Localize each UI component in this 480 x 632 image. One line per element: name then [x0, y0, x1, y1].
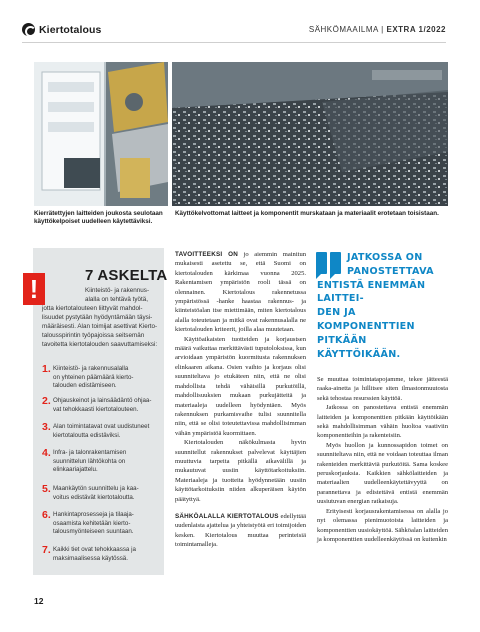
article-paragraph: Jatkossa on panostettava entistä enemmän laitteiden ja komponenttien pitkään käyttöikään sekä mahdollisimman vähäin huoltoa vaativiin komponentteihin ja rakenteisiin.: [317, 404, 448, 440]
intro-line: talousspirintin työpajoissa seitsemän: [42, 331, 145, 339]
article-paragraph: TAVOITTEEKSI ON jo aiemmin mainitun mukaisesti asetettu se, että Suomi on kiertotalouden kärkimaa vuonna 2025. Rakentamisen ympäristön rooli tässä on olennainen. Kiertotalous rakennetussa ympäristössä -hanke haastaa rakennus- ja kiinteistöalan itse miettimään, miten kiertotalous alalla toteutetaan ja mitkä ovat rakennusalalla ne kiertotalouden kriteerit, joilla alaa muutetaan.: [175, 251, 307, 334]
photo-caption-right: Käyttökelvottomat laitteet ja komponentit murskataan ja materiaalit erotetaan toisistaan.: [175, 210, 439, 217]
box-title: 7 ASKELTA: [85, 267, 168, 284]
photo-caption-left: Kierrätettyjen laitteiden joukosta seulotaan käyttökelpoiset uudelleen käytettäviksi.: [34, 210, 163, 226]
step-item: [42, 422, 160, 440]
lead-in: SÄHKÖALALLA KIERTOTALOUS: [175, 512, 279, 520]
article-paragraph: Kiertotalouden näkökulmasta hyvin suunnitellut rakennukset palvelevat käyttäjien muuttuvia tarpeita pitkällä aikavälillä ja mukautuvat uusiin käyttötarkoituksiin. Materiaaleja ja tuotteita hyödynnetään uusiin käyttötarkoituksiin niiden alkuperäisen käytön päätyttyä.: [175, 439, 306, 503]
step-number: 4.: [42, 447, 51, 459]
intro-line: Kiinteistö- ja rakennus-: [85, 287, 150, 294]
brand-name: Kiertotalous: [39, 23, 102, 36]
step-text: Hankintaprosessejа ja tilaaja- osaamista kehitetään kierto- talousmyönteiseen suuntaan.: [53, 511, 134, 536]
step-text: Kaikki tiet ovat tehokkaassa ja maksimaalisessa käytössä.: [53, 546, 136, 562]
lead-in: TAVOITTEEKSI ON: [175, 251, 239, 258]
step-item: [42, 484, 160, 502]
article-paragraph: Käyttöaikaisten tuotteiden ja korjaustsen määrä vaikuttaa merkittävästi tuputoloksissa, kun arvioidaan ympäristön kuormitusta rakennuksen elinkaaren aikana. Osien vaihto ja korjaus olisi suunniteltava jo etukäteen niin, että ne olisi mahdollista tehdä vähäisillä purkutöillä, mahdollisuuksien mukaan purkujätteitä ja materiaaleja uudelleen hyödyntäen. Myös rakennuksen purkamisvaihe tulisi suunnitella niin, että se olisi toteutettavissa mahdollisimman vähän ympäristöä kuormittaen.: [175, 335, 306, 437]
page-number: 12: [34, 596, 44, 606]
step-number: 6.: [42, 509, 51, 521]
step-item: [42, 448, 160, 475]
step-number: 3.: [42, 421, 51, 433]
photo-crushed-material: [172, 62, 448, 206]
article-paragraph: SÄHKÖALALLA KIERTOTALOUS edellyttää uudenlaista ajattelua ja yhteistyötä eri toimijoiden kesken. Kiertotalous muuttaa perinteisiä toimintamalleja.: [175, 512, 306, 549]
header-divider: [22, 42, 446, 43]
step-text: Maankäytön suunnittelu ja kaa- voitus edistävät kiertotaloutta.: [53, 485, 139, 501]
intro-line: tavoitetta kiertotalouden saavuttamiseksi:: [42, 340, 158, 348]
step-text: Infra- ja talonrakentamisen suunnittelun lähtökohta on elinkaariajattelu.: [53, 449, 127, 474]
magazine-issue: [309, 25, 446, 34]
step-item: [42, 396, 160, 414]
intro-line: jotta kiertotalouteen liittyvät mahdol-: [42, 304, 143, 312]
step-item: [42, 510, 160, 537]
article-column-2: [317, 375, 448, 544]
article-paragraph: Myös huollon ja kunnossapidon toimet on suunniteltava niin, että ne voidaan toteuttaa ilman rakenteiden merkittäviä purkutöitä. Sama koskee peruskorjauksia. Kaikkien sähkölaitteiden ja materiaalien uudelleenkäytettävyyttä on parannettava ja edistettävä entistä enemmän uusiutuvan energian ratkaisuja.: [317, 441, 448, 506]
intro-line: lisuudet pystytään hyödyntämään täysi-: [42, 313, 153, 321]
article-column-1: [175, 250, 306, 550]
magazine-name: SÄHKÖMAAILMA: [308, 25, 379, 34]
box-intro: [42, 287, 160, 350]
pull-quote: JATKOSSA ON PANOSTETTAVA ENTISTÄ ENEMMÄN LAITTEI- DEN JA KOMPONENTTIEN PITKÄÄN KÄYTTÖIKÄÄN.: [317, 252, 434, 360]
step-text: Alan toimintatavat ovat uudistuneet kiertotaloutta edistäviksi.: [53, 423, 150, 439]
intro-line: määräisesti. Alan toimijat asettivat Kierto-: [42, 322, 158, 330]
step-item: [42, 364, 160, 391]
issue-separator: |: [381, 25, 387, 34]
article-paragraph: Se muuttaa toimintatapojamme, tekee jätteestä raaka-ainetta ja hillitsee siten ilmastonmuutosta sekä tehostaa resurssien käyttöä.: [317, 376, 448, 402]
step-item: [42, 545, 160, 563]
step-text: Ohjauskeinot ja lainsäädäntö ohjaa- vat tehokkaasti kiertotalouteen.: [53, 397, 152, 413]
recycle-logo-icon: [22, 23, 35, 36]
photo-sorted-devices: [34, 62, 168, 206]
intro-line: alalla on tehtävä työtä,: [85, 295, 149, 303]
issue-label: EXTRA 1/2022: [386, 25, 446, 34]
step-number: 7.: [42, 544, 51, 556]
step-number: 2.: [42, 395, 51, 407]
step-text: Kiinteistö- ja rakennusalalla on yhteinen päämäärä kierto- talouden edistämiseen.: [53, 365, 134, 390]
brand-logo: [22, 23, 101, 36]
article-paragraph: Erityisesti korjausrakentamisessa on alalla jo nyt olemassa pienimuotoista laitteiden ja komponenttien uusiokäyttöä. Sähköalan laitteiden ja komponenttien uudelleenkäytössä on kuitenkin: [317, 507, 448, 543]
step-number: 1.: [42, 363, 51, 375]
step-number: 5.: [42, 483, 51, 495]
